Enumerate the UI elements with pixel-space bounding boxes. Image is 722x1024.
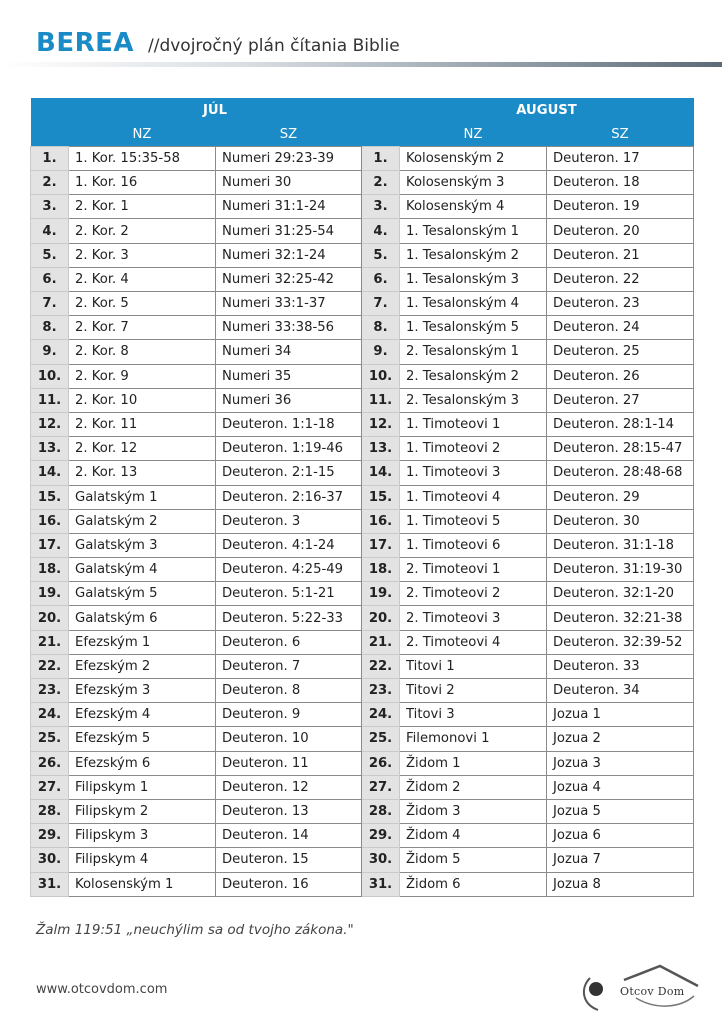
jul-sz-cell: Deuteron. 4:25-49	[216, 558, 362, 582]
day-number-jul: 27.	[31, 775, 69, 799]
table-row	[31, 558, 694, 582]
table-row	[31, 509, 694, 533]
jul-nz-cell: Efezským 6	[69, 751, 216, 775]
day-number-jul: 29.	[31, 824, 69, 848]
aug-nz-cell: 2. Tesalonským 3	[400, 388, 547, 412]
aug-sz-cell: Deuteron. 28:1-14	[547, 412, 694, 436]
jul-nz-cell: Kolosenským 1	[69, 872, 216, 896]
jul-nz-cell: 2. Kor. 10	[69, 388, 216, 412]
table-row	[31, 340, 694, 364]
aug-nz-cell: 1. Timoteovi 4	[400, 485, 547, 509]
jul-sz-cell: Deuteron. 3	[216, 509, 362, 533]
jul-sz-cell: Deuteron. 1:1-18	[216, 412, 362, 436]
jul-nz-cell: Efezským 2	[69, 654, 216, 678]
day-number-jul: 24.	[31, 703, 69, 727]
jul-nz-cell: 2. Kor. 1	[69, 195, 216, 219]
page-subtitle: //dvojročný plán čítania Biblie	[147, 36, 400, 56]
aug-nz-cell: 2. Tesalonským 2	[400, 364, 547, 388]
page-header	[36, 28, 400, 62]
table-row	[31, 654, 694, 678]
logo-text: Otcov Dom	[620, 985, 685, 998]
day-number-jul: 10.	[31, 364, 69, 388]
day-number-jul: 3.	[31, 195, 69, 219]
jul-nz-cell: Galatským 4	[69, 558, 216, 582]
day-number-jul: 18.	[31, 558, 69, 582]
aug-nz-cell: Titovi 1	[400, 654, 547, 678]
aug-nz-cell: 1. Timoteovi 6	[400, 533, 547, 557]
aug-sz-cell: Deuteron. 21	[547, 243, 694, 267]
aug-sz-cell: Deuteron. 20	[547, 219, 694, 243]
table-row	[31, 437, 694, 461]
aug-sz-cell: Deuteron. 18	[547, 171, 694, 195]
day-number-aug: 30.	[362, 848, 400, 872]
day-number-aug: 21.	[362, 630, 400, 654]
table-row	[31, 751, 694, 775]
jul-nz-cell: 2. Kor. 3	[69, 243, 216, 267]
day-number-aug: 8.	[362, 316, 400, 340]
jul-nz-cell: Filipskym 4	[69, 848, 216, 872]
day-number-jul: 19.	[31, 582, 69, 606]
header-spacer	[362, 122, 400, 146]
day-number-aug: 12.	[362, 412, 400, 436]
aug-sz-cell: Jozua 5	[547, 799, 694, 823]
day-number-aug: 17.	[362, 533, 400, 557]
aug-nz-cell: Židom 2	[400, 775, 547, 799]
aug-sz-cell: Deuteron. 26	[547, 364, 694, 388]
day-number-aug: 15.	[362, 485, 400, 509]
day-number-jul: 1.	[31, 146, 69, 170]
day-number-jul: 5.	[31, 243, 69, 267]
aug-nz-cell: Kolosenským 4	[400, 195, 547, 219]
jul-sz-cell: Deuteron. 9	[216, 703, 362, 727]
reading-plan-table	[30, 98, 694, 897]
column-header-aug-sz: SZ	[547, 122, 694, 146]
day-number-aug: 28.	[362, 799, 400, 823]
jul-nz-cell: 2. Kor. 5	[69, 292, 216, 316]
table-row	[31, 146, 694, 170]
jul-nz-cell: Efezským 1	[69, 630, 216, 654]
day-number-jul: 22.	[31, 654, 69, 678]
psalm-quote: Žalm 119:51 „neuchýlim sa od tvojho zákona."	[36, 922, 354, 938]
jul-nz-cell: Efezským 5	[69, 727, 216, 751]
day-number-jul: 26.	[31, 751, 69, 775]
aug-sz-cell: Deuteron. 28:48-68	[547, 461, 694, 485]
day-number-jul: 17.	[31, 533, 69, 557]
day-number-aug: 14.	[362, 461, 400, 485]
aug-sz-cell: Deuteron. 28:15-47	[547, 437, 694, 461]
aug-nz-cell: 1. Tesalonským 3	[400, 267, 547, 291]
day-number-jul: 14.	[31, 461, 69, 485]
aug-nz-cell: Židom 6	[400, 872, 547, 896]
aug-sz-cell: Deuteron. 25	[547, 340, 694, 364]
jul-nz-cell: 1. Kor. 16	[69, 171, 216, 195]
aug-sz-cell: Deuteron. 19	[547, 195, 694, 219]
aug-nz-cell: 2. Timoteovi 1	[400, 558, 547, 582]
table-row	[31, 775, 694, 799]
day-number-jul: 9.	[31, 340, 69, 364]
day-number-jul: 25.	[31, 727, 69, 751]
day-number-jul: 23.	[31, 679, 69, 703]
reading-plan-body	[31, 146, 694, 896]
aug-sz-cell: Jozua 1	[547, 703, 694, 727]
table-row	[31, 364, 694, 388]
day-number-jul: 2.	[31, 171, 69, 195]
day-number-jul: 8.	[31, 316, 69, 340]
jul-sz-cell: Numeri 36	[216, 388, 362, 412]
jul-sz-cell: Numeri 35	[216, 364, 362, 388]
jul-sz-cell: Deuteron. 13	[216, 799, 362, 823]
day-number-aug: 25.	[362, 727, 400, 751]
aug-nz-cell: Židom 4	[400, 824, 547, 848]
aug-sz-cell: Deuteron. 24	[547, 316, 694, 340]
aug-nz-cell: 1. Tesalonským 2	[400, 243, 547, 267]
aug-sz-cell: Deuteron. 32:21-38	[547, 606, 694, 630]
aug-nz-cell: Židom 1	[400, 751, 547, 775]
header-rule	[0, 62, 722, 67]
aug-sz-cell: Deuteron. 32:39-52	[547, 630, 694, 654]
table-row	[31, 171, 694, 195]
aug-sz-cell: Deuteron. 34	[547, 679, 694, 703]
day-number-aug: 18.	[362, 558, 400, 582]
day-number-aug: 2.	[362, 171, 400, 195]
day-number-aug: 5.	[362, 243, 400, 267]
jul-nz-cell: 2. Kor. 9	[69, 364, 216, 388]
aug-nz-cell: 2. Timoteovi 2	[400, 582, 547, 606]
table-row	[31, 799, 694, 823]
aug-nz-cell: Filemonovi 1	[400, 727, 547, 751]
table-row	[31, 606, 694, 630]
day-number-aug: 4.	[362, 219, 400, 243]
aug-sz-cell: Deuteron. 31:19-30	[547, 558, 694, 582]
day-number-aug: 6.	[362, 267, 400, 291]
day-number-jul: 11.	[31, 388, 69, 412]
day-number-aug: 27.	[362, 775, 400, 799]
table-row	[31, 533, 694, 557]
day-number-aug: 20.	[362, 606, 400, 630]
jul-sz-cell: Numeri 30	[216, 171, 362, 195]
table-row	[31, 388, 694, 412]
jul-nz-cell: Filipskym 2	[69, 799, 216, 823]
day-number-jul: 20.	[31, 606, 69, 630]
aug-sz-cell: Jozua 4	[547, 775, 694, 799]
aug-sz-cell: Deuteron. 33	[547, 654, 694, 678]
day-number-aug: 3.	[362, 195, 400, 219]
jul-sz-cell: Deuteron. 6	[216, 630, 362, 654]
day-number-jul: 7.	[31, 292, 69, 316]
jul-sz-cell: Numeri 33:38-56	[216, 316, 362, 340]
aug-nz-cell: Židom 5	[400, 848, 547, 872]
table-row	[31, 848, 694, 872]
jul-nz-cell: 2. Kor. 4	[69, 267, 216, 291]
jul-nz-cell: Filipskym 1	[69, 775, 216, 799]
jul-nz-cell: Galatským 5	[69, 582, 216, 606]
table-row	[31, 292, 694, 316]
jul-sz-cell: Deuteron. 16	[216, 872, 362, 896]
aug-nz-cell: 1. Timoteovi 2	[400, 437, 547, 461]
table-row	[31, 195, 694, 219]
month-header-jul: JÚL	[69, 98, 362, 122]
jul-nz-cell: 1. Kor. 15:35-58	[69, 146, 216, 170]
aug-nz-cell: Kolosenským 3	[400, 171, 547, 195]
jul-nz-cell: 2. Kor. 2	[69, 219, 216, 243]
day-number-aug: 7.	[362, 292, 400, 316]
jul-sz-cell: Deuteron. 2:16-37	[216, 485, 362, 509]
jul-nz-cell: 2. Kor. 11	[69, 412, 216, 436]
day-number-aug: 13.	[362, 437, 400, 461]
jul-sz-cell: Deuteron. 11	[216, 751, 362, 775]
jul-sz-cell: Deuteron. 7	[216, 654, 362, 678]
header-spacer	[362, 98, 400, 122]
day-number-aug: 11.	[362, 388, 400, 412]
aug-nz-cell: 1. Timoteovi 5	[400, 509, 547, 533]
aug-sz-cell: Jozua 3	[547, 751, 694, 775]
table-row	[31, 485, 694, 509]
day-number-jul: 28.	[31, 799, 69, 823]
day-number-aug: 22.	[362, 654, 400, 678]
aug-nz-cell: Kolosenským 2	[400, 146, 547, 170]
day-number-aug: 24.	[362, 703, 400, 727]
table-row	[31, 316, 694, 340]
aug-sz-cell: Deuteron. 29	[547, 485, 694, 509]
jul-sz-cell: Numeri 29:23-39	[216, 146, 362, 170]
day-number-aug: 31.	[362, 872, 400, 896]
aug-nz-cell: 1. Tesalonským 4	[400, 292, 547, 316]
aug-nz-cell: 1. Timoteovi 1	[400, 412, 547, 436]
jul-sz-cell: Deuteron. 12	[216, 775, 362, 799]
jul-nz-cell: Efezským 3	[69, 679, 216, 703]
jul-sz-cell: Numeri 31:25-54	[216, 219, 362, 243]
table-row	[31, 679, 694, 703]
jul-nz-cell: 2. Kor. 8	[69, 340, 216, 364]
jul-sz-cell: Deuteron. 5:22-33	[216, 606, 362, 630]
table-row	[31, 461, 694, 485]
brand-title: BEREA	[36, 28, 134, 58]
aug-sz-cell: Deuteron. 27	[547, 388, 694, 412]
jul-sz-cell: Deuteron. 10	[216, 727, 362, 751]
aug-sz-cell: Deuteron. 17	[547, 146, 694, 170]
month-header-august: AUGUST	[400, 98, 694, 122]
jul-nz-cell: Galatským 2	[69, 509, 216, 533]
aug-nz-cell: 2. Timoteovi 4	[400, 630, 547, 654]
aug-nz-cell: Židom 3	[400, 799, 547, 823]
jul-sz-cell: Deuteron. 8	[216, 679, 362, 703]
aug-nz-cell: 2. Timoteovi 3	[400, 606, 547, 630]
day-number-jul: 6.	[31, 267, 69, 291]
aug-nz-cell: 1. Tesalonským 1	[400, 219, 547, 243]
table-row	[31, 824, 694, 848]
aug-sz-cell: Deuteron. 32:1-20	[547, 582, 694, 606]
day-number-aug: 29.	[362, 824, 400, 848]
aug-sz-cell: Deuteron. 23	[547, 292, 694, 316]
header-spacer	[31, 122, 69, 146]
jul-sz-cell: Deuteron. 14	[216, 824, 362, 848]
table-row	[31, 582, 694, 606]
jul-sz-cell: Numeri 33:1-37	[216, 292, 362, 316]
day-number-aug: 26.	[362, 751, 400, 775]
jul-nz-cell: 2. Kor. 13	[69, 461, 216, 485]
table-row	[31, 872, 694, 896]
aug-sz-cell: Jozua 8	[547, 872, 694, 896]
day-number-aug: 10.	[362, 364, 400, 388]
aug-sz-cell: Jozua 6	[547, 824, 694, 848]
jul-sz-cell: Deuteron. 1:19-46	[216, 437, 362, 461]
header-spacer	[31, 98, 69, 122]
table-row	[31, 412, 694, 436]
aug-sz-cell: Deuteron. 30	[547, 509, 694, 533]
aug-nz-cell: 2. Tesalonským 1	[400, 340, 547, 364]
table-row	[31, 267, 694, 291]
column-header-jul-sz: SZ	[216, 122, 362, 146]
aug-sz-cell: Jozua 2	[547, 727, 694, 751]
aug-sz-cell: Jozua 7	[547, 848, 694, 872]
table-row	[31, 703, 694, 727]
jul-nz-cell: Filipskym 3	[69, 824, 216, 848]
day-number-aug: 23.	[362, 679, 400, 703]
jul-sz-cell: Numeri 31:1-24	[216, 195, 362, 219]
table-row	[31, 630, 694, 654]
table-row	[31, 727, 694, 751]
aug-sz-cell: Deuteron. 22	[547, 267, 694, 291]
day-number-jul: 12.	[31, 412, 69, 436]
day-number-jul: 15.	[31, 485, 69, 509]
jul-nz-cell: 2. Kor. 12	[69, 437, 216, 461]
jul-nz-cell: Galatským 1	[69, 485, 216, 509]
day-number-jul: 16.	[31, 509, 69, 533]
jul-nz-cell: 2. Kor. 7	[69, 316, 216, 340]
jul-sz-cell: Deuteron. 5:1-21	[216, 582, 362, 606]
jul-sz-cell: Numeri 34	[216, 340, 362, 364]
day-number-aug: 9.	[362, 340, 400, 364]
jul-nz-cell: Galatským 6	[69, 606, 216, 630]
aug-nz-cell: 1. Tesalonským 5	[400, 316, 547, 340]
table-row	[31, 243, 694, 267]
website-url: www.otcovdom.com	[36, 982, 168, 997]
day-number-jul: 21.	[31, 630, 69, 654]
column-header-aug-nz: NZ	[400, 122, 547, 146]
aug-nz-cell: 1. Timoteovi 3	[400, 461, 547, 485]
day-number-aug: 16.	[362, 509, 400, 533]
jul-sz-cell: Deuteron. 15	[216, 848, 362, 872]
day-number-jul: 4.	[31, 219, 69, 243]
aug-nz-cell: Titovi 2	[400, 679, 547, 703]
jul-sz-cell: Numeri 32:1-24	[216, 243, 362, 267]
jul-nz-cell: Efezským 4	[69, 703, 216, 727]
jul-sz-cell: Deuteron. 4:1-24	[216, 533, 362, 557]
aug-sz-cell: Deuteron. 31:1-18	[547, 533, 694, 557]
day-number-jul: 13.	[31, 437, 69, 461]
day-number-jul: 30.	[31, 848, 69, 872]
table-row	[31, 219, 694, 243]
aug-nz-cell: Titovi 3	[400, 703, 547, 727]
jul-sz-cell: Numeri 32:25-42	[216, 267, 362, 291]
jul-sz-cell: Deuteron. 2:1-15	[216, 461, 362, 485]
day-number-jul: 31.	[31, 872, 69, 896]
jul-nz-cell: Galatským 3	[69, 533, 216, 557]
day-number-aug: 1.	[362, 146, 400, 170]
day-number-aug: 19.	[362, 582, 400, 606]
column-header-jul-nz: NZ	[69, 122, 216, 146]
